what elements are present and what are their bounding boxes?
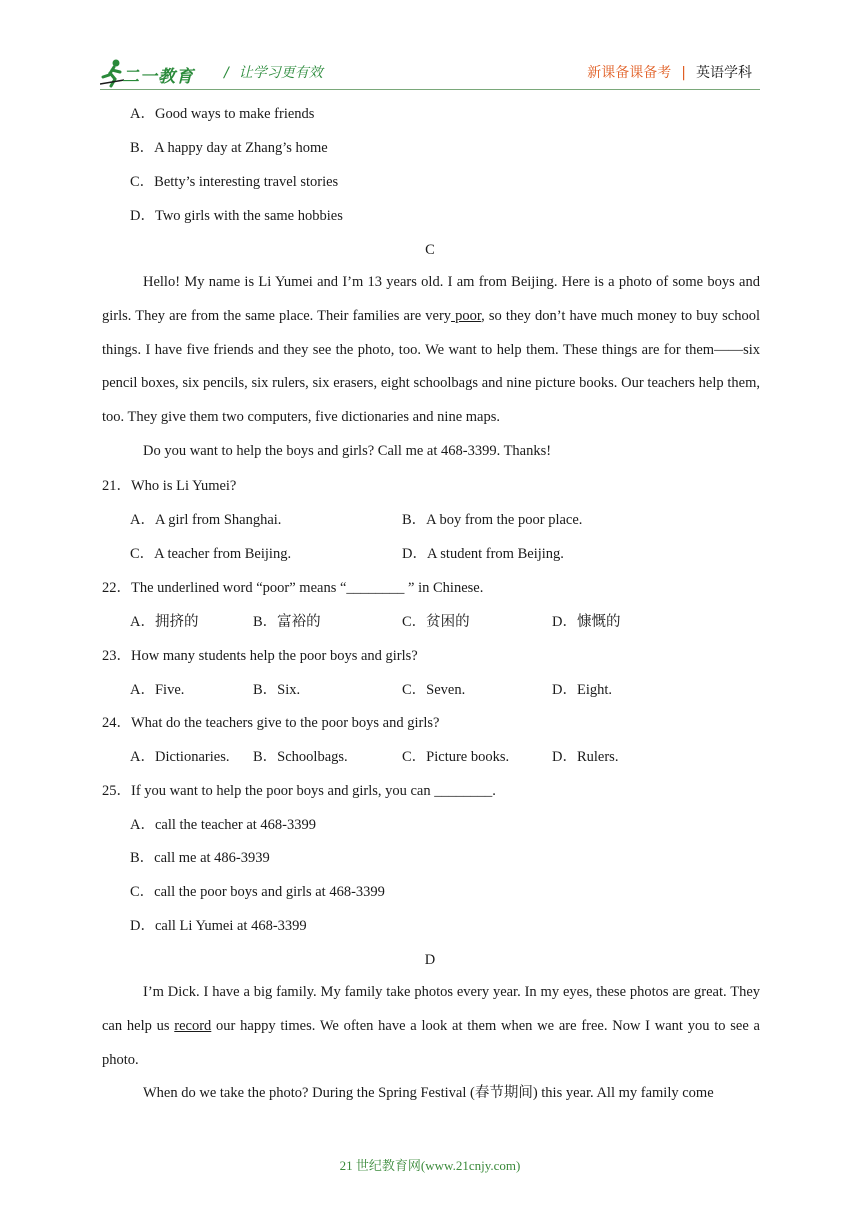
- section-c-paragraph-2: Do you want to help the boys and girls? Call me at 468-3399. Thanks!: [143, 443, 552, 459]
- header-rule: [100, 89, 760, 90]
- q22-option-a: A．拥挤的: [130, 614, 199, 630]
- prev-option-c: C．Betty’s interesting travel stories: [130, 174, 339, 190]
- question-22: 22．The underlined word “poor” means “________ ” in Chinese.: [102, 580, 484, 596]
- header-subject: [587, 62, 752, 82]
- q25-option-a: A．call the teacher at 468-3399: [130, 817, 317, 833]
- section-d-heading: D: [424, 952, 436, 968]
- page-header: [100, 56, 760, 90]
- section-d-paragraph-2: When do we take the photo? During the Spring Festival (春节期间) this year. All my family come: [143, 1085, 714, 1101]
- logo-text: 二一教育: [122, 67, 194, 87]
- q23-option-a: A．Five.: [130, 682, 185, 698]
- q23-option-d: D．Eight.: [552, 682, 613, 698]
- section-c-paragraph-1: [102, 266, 760, 435]
- logo: [100, 56, 210, 90]
- passage-c-text-1: Hello! My name is Li Yumei and I’m 13 years old. I am from Beijing. Here is a photo of some boys and girls. They are from the same place. Their families are very: [102, 274, 760, 324]
- q22-option-b: B．富裕的: [253, 614, 321, 630]
- q25-option-b: B．call me at 486-3939: [130, 850, 270, 866]
- passage-c-text-2: , so they don’t have much money to buy school things. I have five friends and they see the photo, too. We want to help them. These things are for them——six pencil boxes, six pencils, six rulers, six erasers, eight schoolbags and nine picture books. Our teachers help them, too. They give them two computers, five dictionaries and nine maps.: [102, 307, 761, 426]
- header-slogan: [224, 62, 323, 82]
- q24-option-d: D．Rulers.: [552, 749, 619, 765]
- prev-option-b: B．A happy day at Zhang’s home: [130, 140, 328, 156]
- header-divider: |: [681, 65, 686, 81]
- underlined-word-poor: poor: [451, 307, 482, 324]
- prev-option-a: A．Good ways to make friends: [130, 106, 315, 122]
- question-25: 25．If you want to help the poor boys and girls, you can ________.: [102, 783, 496, 799]
- q21-option-b: B．A boy from the poor place.: [402, 512, 583, 528]
- q22-option-c: C．贫困的: [402, 614, 470, 630]
- page-footer[interactable]: 21 世纪教育网(www.21cnjy.com): [339, 1158, 521, 1173]
- q25-option-c: C．call the poor boys and girls at 468-3399: [130, 884, 385, 900]
- q24-option-a: A．Dictionaries.: [130, 749, 230, 765]
- question-24: 24．What do the teachers give to the poor boys and girls?: [102, 715, 440, 731]
- section-d-paragraph-1: [102, 976, 760, 1077]
- passage-d-text-2: our happy times. We often have a look at them when we are free. Now I want you to see a photo.: [102, 1017, 760, 1068]
- q23-option-c: C．Seven.: [402, 682, 466, 698]
- q21-option-a: A．A girl from Shanghai.: [130, 512, 282, 528]
- slogan-separator: /: [224, 65, 229, 81]
- section-c-heading: C: [425, 242, 435, 258]
- question-23: 23．How many students help the poor boys and girls?: [102, 648, 418, 664]
- question-21: 21．Who is Li Yumei?: [102, 478, 237, 494]
- q23-option-b: B．Six.: [253, 682, 301, 698]
- q22-option-d: D．慷慨的: [552, 614, 621, 630]
- q25-option-d: D．call Li Yumei at 468-3399: [130, 918, 307, 934]
- q24-option-b: B．Schoolbags.: [253, 749, 348, 765]
- header-course-label: 新课备课备考: [587, 65, 672, 81]
- slogan-text: 让学习更有效: [238, 65, 323, 81]
- passage-d-text-1: I’m Dick. I have a big family. My family take photos every year. In my eyes, these photos are great. They can help us: [102, 984, 760, 1034]
- q21-option-d: D．A student from Beijing.: [402, 546, 564, 562]
- underlined-word-record: record: [174, 1017, 212, 1034]
- q24-option-c: C．Picture books.: [402, 749, 510, 765]
- prev-option-d: D．Two girls with the same hobbies: [130, 208, 343, 224]
- q21-option-c: C．A teacher from Beijing.: [130, 546, 292, 562]
- header-subject-label: 英语学科: [696, 65, 752, 81]
